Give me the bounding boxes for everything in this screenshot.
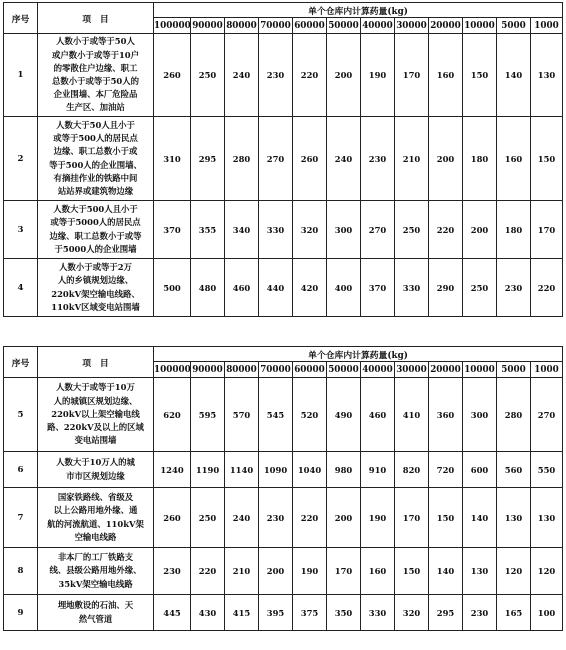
- row-value: 200: [327, 488, 361, 548]
- row-value: 395: [259, 595, 293, 631]
- row-value: 140: [497, 34, 531, 117]
- row-value: 190: [361, 488, 395, 548]
- row-value: 270: [531, 378, 563, 452]
- header-item: 项 目: [38, 347, 154, 378]
- row-value: 460: [225, 259, 259, 317]
- row-value: 160: [361, 548, 395, 595]
- table-row: [4, 34, 563, 117]
- row-value: 150: [395, 548, 429, 595]
- row-item: 人数小于或等于2万 人的乡镇规划边缘、 220kV架空输电线路、 110kV区域变电站围墙: [38, 259, 154, 317]
- row-value: 600: [463, 452, 497, 488]
- row-value: 120: [497, 548, 531, 595]
- row-value: 490: [327, 378, 361, 452]
- row-item: 埋地敷设的石油、天 然气管道: [38, 595, 154, 631]
- row-value: 340: [225, 201, 259, 259]
- table-row: [4, 595, 563, 631]
- row-value: 270: [361, 201, 395, 259]
- header-capacity: 1000: [531, 362, 563, 378]
- header-capacity: 20000: [429, 362, 463, 378]
- header-capacity: 80000: [225, 362, 259, 378]
- header-capacity: 90000: [191, 362, 225, 378]
- row-number: 1: [4, 34, 38, 117]
- row-value: 460: [361, 378, 395, 452]
- row-value: 360: [429, 378, 463, 452]
- row-value: 180: [497, 201, 531, 259]
- row-value: 1240: [154, 452, 191, 488]
- header-capacity: 30000: [395, 362, 429, 378]
- row-number: 3: [4, 201, 38, 259]
- row-item: 国家铁路线、省级及 以上公路用地外缘、通 航的河流航道、110kV架 空输电线路: [38, 488, 154, 548]
- table-body: [4, 378, 563, 631]
- row-value: 260: [154, 488, 191, 548]
- row-value: 350: [327, 595, 361, 631]
- row-value: 910: [361, 452, 395, 488]
- row-value: 355: [191, 201, 225, 259]
- row-value: 160: [429, 34, 463, 117]
- table-row: [4, 452, 563, 488]
- row-value: 295: [429, 595, 463, 631]
- row-value: 230: [259, 34, 293, 117]
- row-value: 520: [293, 378, 327, 452]
- row-value: 230: [463, 595, 497, 631]
- table-row: [4, 259, 563, 317]
- header-calculated-amount: 单个仓库内计算药量(kg): [154, 347, 563, 362]
- row-item: 人数大于10万人的城 市市区规划边缘: [38, 452, 154, 488]
- row-value: 220: [429, 201, 463, 259]
- row-value: 260: [293, 117, 327, 201]
- row-value: 720: [429, 452, 463, 488]
- row-value: 250: [395, 201, 429, 259]
- header-capacity: 1000: [531, 18, 563, 34]
- row-value: 310: [154, 117, 191, 201]
- row-value: 240: [225, 34, 259, 117]
- row-value: 270: [259, 117, 293, 201]
- row-value: 370: [154, 201, 191, 259]
- row-value: 415: [225, 595, 259, 631]
- row-value: 330: [361, 595, 395, 631]
- row-value: 200: [463, 201, 497, 259]
- table-row: [4, 488, 563, 548]
- row-value: 230: [154, 548, 191, 595]
- row-value: 560: [497, 452, 531, 488]
- header-capacity: 10000: [463, 362, 497, 378]
- row-value: 130: [531, 34, 563, 117]
- row-value: 440: [259, 259, 293, 317]
- header-capacity: 20000: [429, 18, 463, 34]
- row-value: 480: [191, 259, 225, 317]
- row-number: 8: [4, 548, 38, 595]
- row-value: 320: [395, 595, 429, 631]
- row-value: 550: [531, 452, 563, 488]
- row-value: 190: [293, 548, 327, 595]
- row-value: 190: [361, 34, 395, 117]
- row-value: 400: [327, 259, 361, 317]
- row-value: 570: [225, 378, 259, 452]
- row-value: 210: [225, 548, 259, 595]
- table-header: [4, 347, 563, 378]
- row-value: 130: [497, 488, 531, 548]
- row-value: 140: [463, 488, 497, 548]
- header-capacity: 90000: [191, 18, 225, 34]
- row-number: 4: [4, 259, 38, 317]
- header-capacity: 30000: [395, 18, 429, 34]
- row-value: 220: [293, 488, 327, 548]
- row-value: 300: [463, 378, 497, 452]
- header-capacity: 100000: [154, 362, 191, 378]
- row-item: 人数大于500人且小于 或等于5000人的居民点 边缘、职工总数小于或等 于5000人的企业围墙: [38, 201, 154, 259]
- row-value: 200: [327, 34, 361, 117]
- row-value: 170: [395, 488, 429, 548]
- row-value: 150: [463, 34, 497, 117]
- row-value: 300: [327, 201, 361, 259]
- row-value: 1040: [293, 452, 327, 488]
- row-value: 230: [259, 488, 293, 548]
- row-value: 1190: [191, 452, 225, 488]
- row-value: 240: [225, 488, 259, 548]
- row-value: 130: [531, 488, 563, 548]
- row-value: 170: [395, 34, 429, 117]
- row-value: 430: [191, 595, 225, 631]
- table-row: [4, 201, 563, 259]
- row-number: 9: [4, 595, 38, 631]
- row-value: 100: [531, 595, 563, 631]
- row-item: 人数大于50人且小于 或等于500人的居民点 边缘、职工总数小于或 等于500人的企业围墙、 有摘挂作业的铁路中间 站站界或建筑物边缘: [38, 117, 154, 201]
- distance-table-part-2: [3, 346, 563, 631]
- header-capacity: 80000: [225, 18, 259, 34]
- row-value: 250: [191, 488, 225, 548]
- row-value: 330: [395, 259, 429, 317]
- header-capacity: 100000: [154, 18, 191, 34]
- row-value: 370: [361, 259, 395, 317]
- row-value: 545: [259, 378, 293, 452]
- row-value: 220: [191, 548, 225, 595]
- row-value: 280: [497, 378, 531, 452]
- header-capacity: 50000: [327, 18, 361, 34]
- row-value: 280: [225, 117, 259, 201]
- row-item: 非本厂的工厂铁路支 线、县级公路用地外缘、 35kV架空输电线路: [38, 548, 154, 595]
- header-serial-number: 序号: [4, 3, 38, 34]
- row-item: 人数小于或等于50人 或户数小于或等于10户 的零散住户边缘、职工 总数小于或等于50人的 企业围墙、本厂危险品 生产区、加油站: [38, 34, 154, 117]
- row-number: 5: [4, 378, 38, 452]
- row-value: 820: [395, 452, 429, 488]
- table-row: [4, 378, 563, 452]
- row-value: 980: [327, 452, 361, 488]
- row-value: 230: [497, 259, 531, 317]
- row-value: 295: [191, 117, 225, 201]
- header-capacity: 60000: [293, 18, 327, 34]
- row-value: 230: [361, 117, 395, 201]
- table-row: [4, 548, 563, 595]
- row-value: 170: [327, 548, 361, 595]
- row-value: 240: [327, 117, 361, 201]
- row-value: 120: [531, 548, 563, 595]
- header-capacity: 40000: [361, 18, 395, 34]
- row-value: 595: [191, 378, 225, 452]
- row-value: 130: [463, 548, 497, 595]
- header-capacity: 5000: [497, 362, 531, 378]
- header-capacity: 70000: [259, 18, 293, 34]
- row-value: 260: [154, 34, 191, 117]
- header-capacity: 70000: [259, 362, 293, 378]
- row-value: 160: [497, 117, 531, 201]
- row-value: 150: [531, 117, 563, 201]
- row-value: 330: [259, 201, 293, 259]
- header-serial-number: 序号: [4, 347, 38, 378]
- table-row: [4, 117, 563, 201]
- row-value: 165: [497, 595, 531, 631]
- header-capacity: 5000: [497, 18, 531, 34]
- row-value: 150: [429, 488, 463, 548]
- row-value: 220: [293, 34, 327, 117]
- table-header: [4, 3, 563, 34]
- row-value: 410: [395, 378, 429, 452]
- header-capacity: 50000: [327, 362, 361, 378]
- header-capacity: 40000: [361, 362, 395, 378]
- row-value: 320: [293, 201, 327, 259]
- row-value: 140: [429, 548, 463, 595]
- header-calculated-amount: 单个仓库内计算药量(kg): [154, 3, 563, 18]
- row-number: 7: [4, 488, 38, 548]
- row-value: 200: [429, 117, 463, 201]
- row-value: 420: [293, 259, 327, 317]
- row-value: 375: [293, 595, 327, 631]
- table-body: [4, 34, 563, 317]
- row-value: 210: [395, 117, 429, 201]
- row-value: 180: [463, 117, 497, 201]
- row-value: 170: [531, 201, 563, 259]
- header-capacity: 10000: [463, 18, 497, 34]
- row-value: 250: [191, 34, 225, 117]
- row-value: 220: [531, 259, 563, 317]
- row-value: 500: [154, 259, 191, 317]
- row-number: 2: [4, 117, 38, 201]
- header-item: 项 目: [38, 3, 154, 34]
- row-value: 290: [429, 259, 463, 317]
- row-value: 1140: [225, 452, 259, 488]
- row-value: 620: [154, 378, 191, 452]
- row-value: 445: [154, 595, 191, 631]
- header-capacity: 60000: [293, 362, 327, 378]
- row-value: 200: [259, 548, 293, 595]
- row-value: 250: [463, 259, 497, 317]
- row-value: 1090: [259, 452, 293, 488]
- distance-table-part-1: [3, 2, 563, 317]
- row-item: 人数大于或等于10万 人的城镇区规划边缘、 220kV以上架空输电线 路、220kV及以上的区域 变电站围墙: [38, 378, 154, 452]
- row-number: 6: [4, 452, 38, 488]
